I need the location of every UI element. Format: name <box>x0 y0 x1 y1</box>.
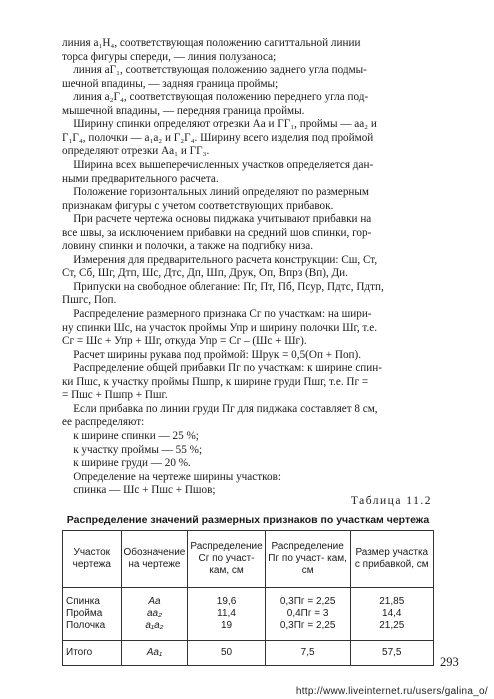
text-line: Ширину спинки определяют отрезки Aa и ГГ₁, проймы — aa₂ и <box>62 118 377 131</box>
table-cell <box>63 588 122 641</box>
pg-front: 0,3Пг = 2,25 <box>279 620 336 631</box>
designation-armhole: aa₂ <box>146 608 162 619</box>
table-title: Распределение значений размерных признаков по участкам чертежа <box>66 514 430 526</box>
text-line: Ст, Сб, Шг, Дтп, Шс, Дтс, Дп, Шп, Друк, Оп, Впрз (Вп), Ди. <box>62 267 348 280</box>
total-label: Итого <box>63 641 122 666</box>
text-line: = Пшс + Пшпр + Пшг. <box>62 389 168 402</box>
text-line: Определение на чертеже ширины участков: <box>62 470 281 483</box>
text-line: Расчет ширины рукава под проймой: Шрук = 0,5(Оп + Поп). <box>62 348 362 361</box>
cg-front: 19 <box>220 620 233 631</box>
pg-armhole: 0,4Пг = 3 <box>286 608 329 619</box>
text-line: мышечной впадины, — передняя граница проймы. <box>62 104 305 117</box>
text-line: При расчете чертежа основы пиджака учитывают прибавки на <box>62 213 372 226</box>
text-line: Припуски на свободное облегание: Пг, Пт, Пб, Псур, Пдтс, Пдтп, <box>62 280 384 293</box>
designation-front: a₁a₂ <box>145 620 164 631</box>
table-cell <box>188 588 265 641</box>
text-line: Измерения для предварительного расчета конструкции: Сш, Ст, <box>62 253 378 266</box>
table-cell <box>265 588 350 641</box>
table-caption: Таблица 11.2 <box>350 495 432 507</box>
text-line: Ширина всех вышеперечисленных участков определяется дан- <box>62 158 374 171</box>
text-line: определяют отрезки Aa₁ и ГГ₃. <box>62 145 210 158</box>
table-header-row <box>63 531 434 588</box>
text-line: линия a₂Г₄, соответствующая положению переднего угла под- <box>62 91 369 104</box>
text-line: к участку проймы — 55 %; <box>62 443 203 456</box>
text-line: Сг = Шс + Упр + Шг, откуда Упр = Сг – (Шс + Шг). <box>62 335 307 348</box>
cg-back: 19,6 <box>216 596 237 607</box>
text-line: ными предварительного расчета. <box>62 172 219 185</box>
size-front: 21,25 <box>379 620 405 631</box>
text-line: Положение горизонтальных линий определяют по размерным <box>62 186 370 199</box>
total-pg: 7,5 <box>265 641 350 666</box>
row-label-armhole: Пройма <box>66 608 103 619</box>
text-line: ловину спинки и полочки, а также на подгибку низа. <box>62 240 314 253</box>
text-line: ки Пшс, к участку проймы Пшпр, к ширине груди Пшг, т.е. Пг = <box>62 375 369 388</box>
header-cell-size: Размер участка с прибавкой, см <box>350 531 433 588</box>
header-cell-pg-distribution: Распределение Пг по участ- кам, см <box>265 531 350 588</box>
text-line: линия aГ₁, соответствующая положению заднего угла подмы- <box>62 64 367 77</box>
text-line: Распределение общей прибавки Пг по участкам: к ширине спин- <box>62 362 382 375</box>
row-label-back: Спинка <box>66 596 100 607</box>
row-label-front: Полочка <box>66 620 106 631</box>
text-line: Г₁Г₄, полочки — a₁a₂ и Г₂Г₄. Ширину всего изделия под проймой <box>62 131 374 144</box>
size-back: 21,85 <box>379 596 405 607</box>
total-size: 57,5 <box>350 641 433 666</box>
text-line: линия a₁H₄, соответствующая положению сагиттальной линии <box>62 37 361 49</box>
table-total-row <box>63 641 434 666</box>
total-cg: 50 <box>188 641 265 666</box>
watermark-url: http://www.liveinternet.ru/users/galina_o/ <box>295 686 488 697</box>
text-line: Распределение размерного признака Сг по участкам: на шири- <box>62 308 372 320</box>
header-cell-designation: Обозначение на чертеже <box>121 531 188 588</box>
distribution-table <box>62 530 434 666</box>
text-line: торса фигуры спереди, — линия полузаноса; <box>62 50 277 63</box>
table-row <box>63 588 434 641</box>
cg-armhole: 11,4 <box>217 608 236 619</box>
text-line: ее распределяют: <box>62 416 145 429</box>
page-number: 293 <box>440 655 459 669</box>
text-line: Пшгс, Поп. <box>62 294 117 307</box>
table-cell <box>350 588 433 641</box>
text-line: признакам фигуры с учетом соответствующих прибавок. <box>62 199 334 212</box>
total-designation: Aa₁ <box>121 641 188 666</box>
text-line: ну спинки Шс, на участок проймы Упр и ширину полочки Шг, т.е. <box>62 321 378 334</box>
text-line: все швы, за исключением прибавки на средний шов спинки, гор- <box>62 226 372 239</box>
text-line: к ширине спинки — 25 %; <box>62 429 199 442</box>
designation-back: Aa <box>148 596 161 607</box>
header-cell-area: Участок чертежа <box>63 531 122 588</box>
text-line: шечной впадины, — задняя граница проймы; <box>62 77 279 90</box>
pg-back: 0,3Пг = 2,25 <box>279 596 336 607</box>
text-line: к ширине груди — 20 %. <box>62 457 191 470</box>
size-armhole: 14,4 <box>382 608 402 619</box>
header-cell-cg-distribution: Распределение Сг по участ- кам, см <box>188 531 265 588</box>
text-line: Если прибавка по линии груди Пг для пиджака составляет 8 см, <box>62 402 378 415</box>
table-cell <box>121 588 188 641</box>
text-line: спинка — Шс + Пшс + Пшов; <box>62 484 216 497</box>
